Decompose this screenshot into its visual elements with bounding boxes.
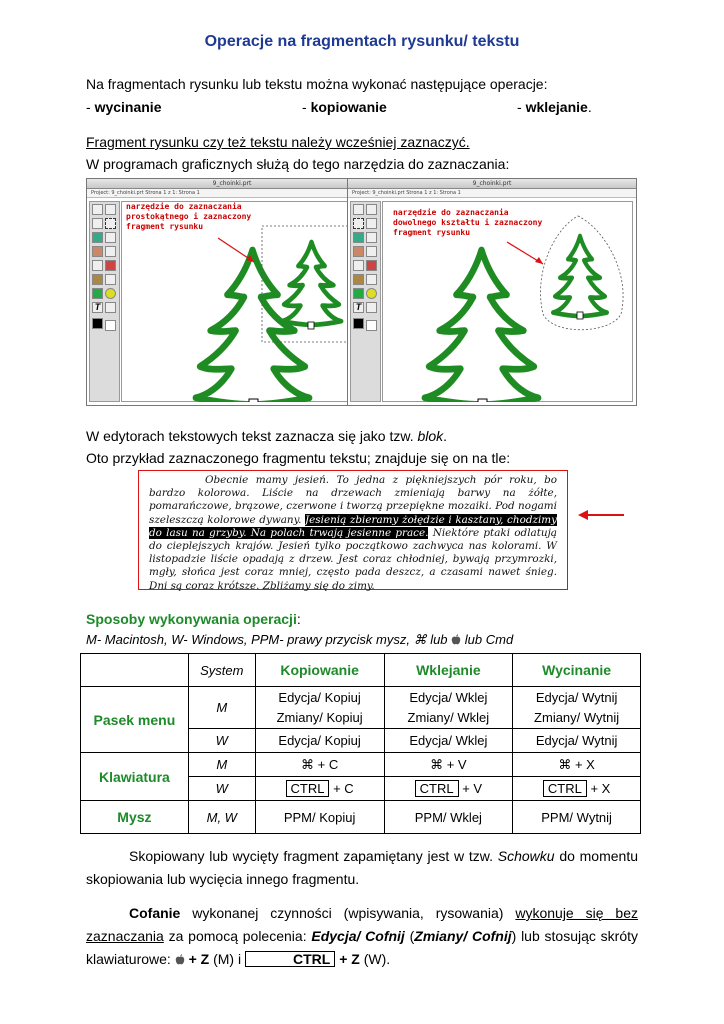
brush-tool-icon[interactable]	[366, 246, 377, 257]
ctrl-key: CTRL	[245, 951, 335, 967]
eyedropper-tool-icon[interactable]	[92, 260, 103, 271]
crop-tool-icon[interactable]	[105, 232, 116, 243]
apple-icon	[175, 954, 185, 965]
line-tool-icon[interactable]	[105, 302, 116, 313]
pointer-arrow-icon	[578, 508, 626, 522]
text: (W).	[359, 951, 391, 967]
drawing-canvas[interactable]	[382, 201, 633, 402]
selected-block[interactable]: Jesienią zbieramy żołędzie i kasztany, chodzimy do lasu na grzyby. Na polach trwają jesienne prace.	[149, 513, 557, 539]
cell-line: Zmiany/ Wytnij	[534, 709, 620, 725]
text: ) lub stosując skróty klawiaturowe:	[86, 928, 638, 967]
note-line: fragment rysunku	[126, 222, 204, 231]
table-row	[81, 753, 641, 777]
text: W edytorach tekstowych tekst zaznacza się jako tzw.	[86, 428, 418, 444]
table-cell	[255, 687, 384, 729]
text-tool-icon[interactable]: T	[353, 302, 364, 313]
window-titlebar	[87, 179, 377, 189]
table-cell: PPM/ Kopiuj	[255, 801, 384, 834]
cell-text: + C	[333, 781, 354, 796]
cell-line: Edycja/ Wklej	[409, 689, 488, 705]
methods-heading	[86, 611, 301, 627]
cell-text: + V	[462, 781, 483, 796]
col-header: Kopiowanie	[255, 654, 384, 687]
system-cell: M	[188, 687, 255, 729]
command-text: Edycja/ Cofnij	[311, 928, 405, 944]
ellipse-tool-icon[interactable]	[366, 288, 377, 299]
table-cell: Edycja/ Wytnij	[513, 729, 641, 753]
note-line: dowolnego kształtu i zaznaczony	[393, 218, 543, 227]
system-cell: M, W	[188, 801, 255, 834]
select-line-2: W programach graficznych służą do tego narzędzia do zaznaczania:	[86, 156, 510, 172]
zoom-tool-icon[interactable]	[366, 204, 377, 215]
eraser-tool-icon[interactable]	[353, 274, 364, 285]
table-row	[81, 687, 641, 729]
ctrl-key: CTRL	[286, 780, 330, 797]
op-label: kopiowanie	[310, 99, 387, 115]
table-cell	[255, 777, 384, 801]
spray-tool-icon[interactable]	[105, 274, 116, 285]
cell-line: Edycja/ Wytnij	[535, 689, 618, 705]
annotation-note	[393, 208, 542, 238]
shortcut-text: + Z	[188, 951, 210, 967]
bucket-tool-icon[interactable]	[105, 260, 116, 271]
editor-line-1	[86, 428, 447, 444]
bg-color-icon[interactable]	[366, 320, 377, 331]
text: wykonanej czynności (wpisywania, rysowania)	[180, 905, 516, 921]
command-text: Zmiany/ Cofnij	[414, 928, 512, 944]
brush-tool-icon[interactable]	[105, 246, 116, 257]
op-paste	[517, 99, 592, 115]
dash: -	[86, 99, 91, 115]
text-underline: wykonuje się bez zaznaczania	[86, 905, 638, 944]
text-em: blok	[417, 428, 444, 444]
image-tool-icon[interactable]	[92, 232, 103, 243]
table-row	[81, 801, 641, 834]
intro-line: Na fragmentach rysunku lub tekstu można wykonać następujące operacje:	[86, 76, 548, 92]
window-subbar: Project: 9_choinki.prt Strona 1 z 1: Strona 1	[348, 189, 636, 198]
text: za pomocą polecenia:	[163, 928, 312, 944]
fg-color-icon[interactable]	[353, 318, 364, 329]
annotation-note	[126, 202, 251, 232]
spray-tool-icon[interactable]	[366, 274, 377, 285]
text: .	[443, 428, 448, 444]
system-cell: W	[188, 777, 255, 801]
text: (	[404, 928, 415, 944]
line-tool-icon[interactable]	[366, 302, 377, 313]
op-copy	[302, 99, 387, 115]
row-group-header: Mysz	[81, 801, 189, 834]
col-header: Wklejanie	[384, 654, 513, 687]
row-group-header: Pasek menu	[81, 687, 189, 753]
toolbox	[350, 201, 381, 402]
table-cell	[384, 777, 513, 801]
system-cell: W	[188, 729, 255, 753]
lasso-tool-icon[interactable]	[92, 218, 103, 229]
table-cell: Edycja/ Kopiuj	[255, 729, 384, 753]
window-subbar: Project: 9_choinki.prt Strona 1 z 1: Strona 1	[87, 189, 377, 198]
legend-text: M- Macintosh, W- Windows, PPM- prawy przycisk mysz, ⌘ lub	[86, 632, 452, 647]
eyedropper-tool-icon[interactable]	[353, 260, 364, 271]
row-group-header: Klawiatura	[81, 753, 189, 801]
lasso-tool-icon[interactable]	[353, 218, 364, 229]
bg-color-icon[interactable]	[105, 320, 116, 331]
rect-select-tool-icon[interactable]	[105, 218, 116, 229]
text-strong: Cofanie	[129, 905, 181, 921]
apple-icon	[451, 634, 461, 645]
table-cell	[513, 777, 641, 801]
shortcut-text: + Z	[339, 951, 360, 967]
text-tool-icon[interactable]: T	[92, 302, 103, 313]
ellipse-tool-icon[interactable]	[105, 288, 116, 299]
text: (M) i	[209, 951, 245, 967]
col-header: Wycinanie	[513, 654, 641, 687]
heading-text: Sposoby wykonywania operacji	[86, 611, 297, 627]
operations-table	[80, 653, 641, 834]
window-title: 9_choinki.prt	[212, 180, 252, 187]
op-label: wklejanie	[525, 99, 588, 115]
window-titlebar	[348, 179, 636, 189]
text: do momentu skopiowania lub wycięcia innego fragmentu.	[86, 848, 639, 887]
pencil-tool-icon[interactable]	[92, 246, 103, 257]
cell-line: Edycja/ Kopiuj	[278, 689, 361, 705]
table-cell: ⌘ + C	[255, 753, 384, 777]
fg-color-icon[interactable]	[92, 318, 103, 329]
ctrl-key: CTRL	[543, 780, 587, 797]
table-header-row	[81, 654, 641, 687]
ctrl-key: CTRL	[415, 780, 459, 797]
col-header: System	[188, 654, 255, 687]
screenshot-rect-select	[86, 178, 378, 406]
op-cut	[86, 99, 161, 115]
pencil-tool-icon[interactable]	[353, 246, 364, 257]
op-label: wycinanie	[94, 99, 162, 115]
system-cell: M	[188, 753, 255, 777]
legend-text: lub Cmd	[461, 632, 514, 647]
trees-drawing	[122, 202, 375, 402]
page-title: Operacje na fragmentach rysunku/ tekstu	[204, 33, 520, 50]
eraser-tool-icon[interactable]	[92, 274, 103, 285]
sample-text-before: Obecnie mamy jesień. To jedna z piękniejszych pór roku, bo bardzo kolorowa. Liście na drzewach zmieniają barwy na żółte, pomarańczowe, brązowe, czerwone i tworzą przepiękne mozaiki. Pod nogami szeleszczą kolorowe dywany.	[149, 474, 557, 526]
sample-text-after: Niektóre ptaki odlatują do cieplejszych krajów. Jesień tylko początkowo zachwyca nas kolorami. W listopadzie liście opadają z drzew. Jest coraz chłodniej, bywają przymrozki, mgły, słońca jest coraz mniej, często pada deszcz, a czasami nawet śnieg. Dni są coraz krótsze. Zbliżamy się do zimy.	[149, 526, 557, 592]
clipboard-paragraph	[86, 845, 638, 891]
note-line: narzędzie do zaznaczania	[126, 202, 242, 211]
note-line: narzędzie do zaznaczania	[393, 208, 509, 217]
table-cell	[384, 687, 513, 729]
note-line: prostokątnego i zaznaczony	[126, 212, 252, 221]
colon: :	[296, 611, 301, 627]
cell-line: Zmiany/ Kopiuj	[276, 709, 363, 725]
cell-text: + X	[590, 781, 611, 796]
table-cell: ⌘ + V	[384, 753, 513, 777]
image-tool-icon[interactable]	[353, 232, 364, 243]
methods-legend	[86, 632, 513, 648]
undo-paragraph	[86, 902, 638, 971]
sample-text[interactable]	[149, 474, 557, 593]
text-em: Schowku	[497, 848, 555, 864]
sample-text-box	[138, 470, 568, 590]
empty-cell	[81, 654, 189, 687]
dash: -	[517, 99, 522, 115]
dash: -	[302, 99, 307, 115]
window-title: 9_choinki.prt	[472, 180, 512, 187]
note-line: fragment rysunku	[393, 228, 471, 237]
crop-tool-icon[interactable]	[366, 232, 377, 243]
rect-select-tool-icon[interactable]	[366, 218, 377, 229]
drawing-canvas[interactable]	[121, 201, 374, 402]
rectangle-tool-icon[interactable]	[353, 288, 364, 299]
hand-tool-icon[interactable]	[92, 204, 103, 215]
table-cell: PPM/ Wytnij	[513, 801, 641, 834]
table-cell: ⌘ + X	[513, 753, 641, 777]
dot: .	[587, 99, 592, 115]
toolbox	[89, 201, 120, 402]
hand-tool-icon[interactable]	[353, 204, 364, 215]
screenshot-lasso-select	[347, 178, 637, 406]
text: Skopiowany lub wycięty fragment zapamiętany jest w tzw.	[129, 848, 498, 864]
rectangle-tool-icon[interactable]	[92, 288, 103, 299]
editor-line-2: Oto przykład zaznaczonego fragmentu tekstu; znajduje się on na tle:	[86, 450, 511, 466]
select-line-1: Fragment rysunku czy też tekstu należy wcześniej zaznaczyć.	[86, 134, 470, 150]
table-cell: PPM/ Wklej	[384, 801, 513, 834]
bucket-tool-icon[interactable]	[366, 260, 377, 271]
table-cell: Edycja/ Wklej	[384, 729, 513, 753]
zoom-tool-icon[interactable]	[105, 204, 116, 215]
cell-line: Zmiany/ Wklej	[407, 709, 490, 725]
table-cell	[513, 687, 641, 729]
